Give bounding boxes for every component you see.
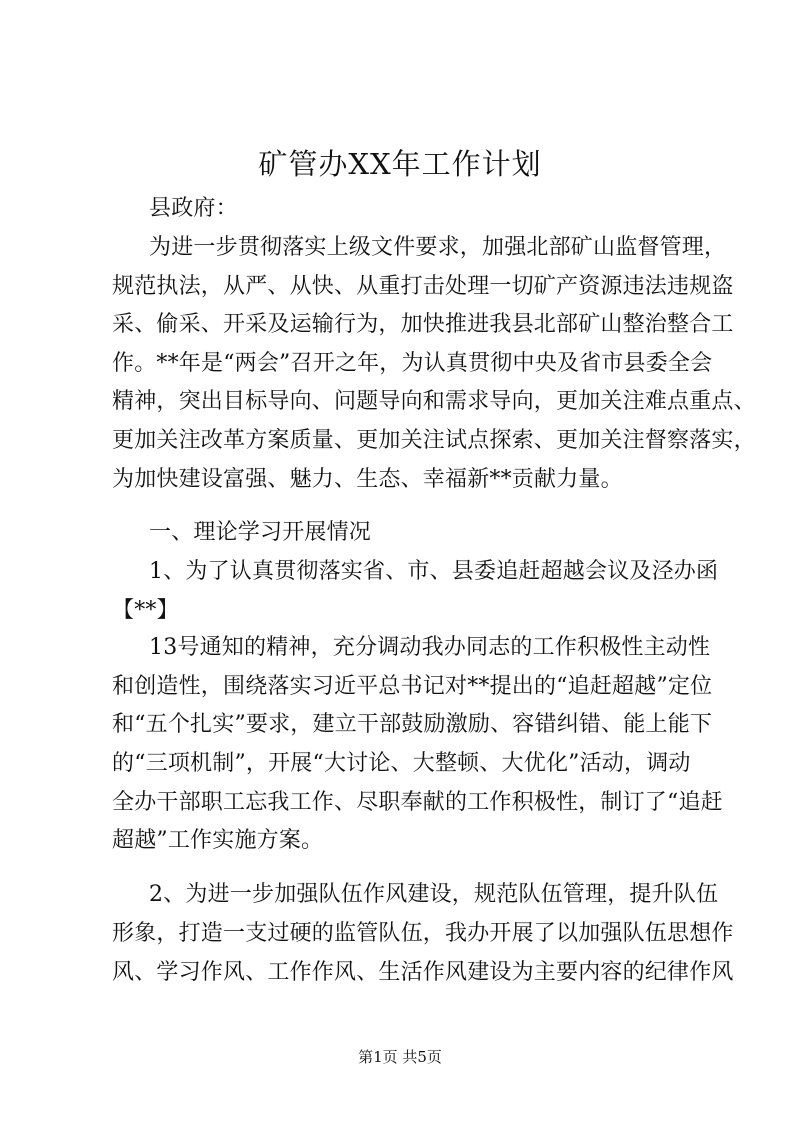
paragraph-line: 规范执法，从严、从快、从重打击处理一切矿产资源违法违规盗	[112, 274, 734, 299]
paragraph-line: 2、为进一步加强队伍作风建设，规范队伍管理，提升队伍	[149, 882, 719, 907]
paragraph-line: 形象，打造一支过硬的监管队伍，我办开展了以加强队伍思想作	[112, 921, 734, 946]
paragraph-line: 【**】	[112, 598, 179, 623]
section-heading: 一、理论学习开展情况	[149, 520, 372, 545]
paragraph-line: 更加关注改革方案质量、更加关注试点探索、更加关注督察落实，	[112, 428, 756, 453]
paragraph-line: 作。**年是“两会”召开之年，为认真贯彻中央及省市县委全会	[112, 351, 713, 376]
paragraph-line: 全办干部职工忘我工作、尽职奉献的工作积极性，制订了“追赶	[112, 790, 723, 815]
paragraph-line: 采、偷采、开采及运输行为，加快推进我县北部矿山整治整合工	[112, 312, 734, 337]
paragraph-line: 为加快建设富强、魅力、生态、幸福新**贡献力量。	[112, 467, 623, 492]
paragraph-line: 1、为了认真贯彻落实省、市、县委追赶超越会议及泾办函	[149, 559, 719, 584]
paragraph-line: 超越”工作实施方案。	[112, 828, 324, 853]
paragraph-line: 为进一步贯彻落实上级文件要求，加强北部矿山监督管理，	[149, 235, 727, 260]
paragraph-line: 和创造性，围绕落实习近平总书记对**提出的“追赶超越”定位	[112, 674, 713, 699]
document-title: 矿管办XX年工作计划	[258, 147, 542, 181]
paragraph-line: 的“三项机制”，开展“大讨论、大整顿、大优化”活动，调动	[112, 751, 691, 776]
salutation: 县政府：	[149, 196, 238, 221]
page-number: 第1页 共5页	[358, 1048, 442, 1066]
paragraph-line: 13号通知的精神，充分调动我办同志的工作积极性主动性	[149, 635, 711, 660]
paragraph-line: 精神，突出目标导向、问题导向和需求导向，更加关注难点重点、	[112, 389, 756, 414]
paragraph-line: 和“五个扎实”要求，建立干部鼓励激励、容错纠错、能上能下	[112, 712, 713, 737]
paragraph-line: 风、学习作风、工作作风、生活作风建设为主要内容的纪律作风	[112, 960, 734, 985]
